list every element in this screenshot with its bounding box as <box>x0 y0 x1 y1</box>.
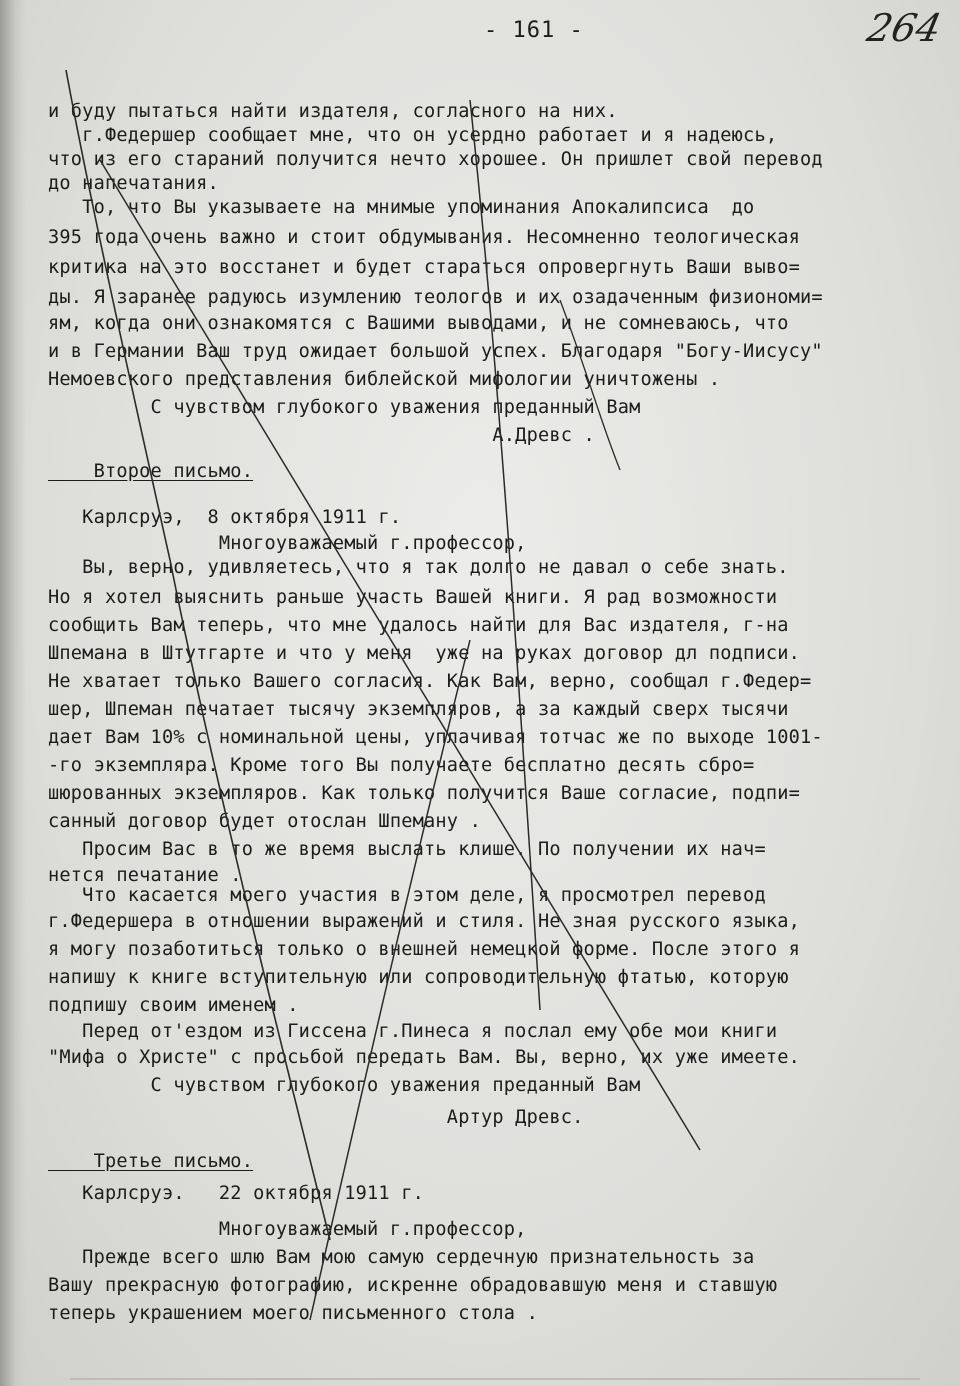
text-line: до напечатания. <box>48 173 219 194</box>
text-line: нется печатание . <box>48 865 242 886</box>
text-line: подпишу своим именем . <box>48 995 299 1016</box>
text-line: Прежде всего шлю Вам мою самую сердечную признательность за <box>48 1247 755 1268</box>
letter-date: Карлсруэ, 8 октября 1911 г. <box>48 507 402 528</box>
archive-number: 264 <box>863 6 946 50</box>
text-line: г.Федершера в отношении выражений и стиля. Не зная русского языка, <box>48 911 801 932</box>
text-line: теперь украшением моего письменного стола . <box>48 1303 538 1324</box>
page-number: - 161 - <box>484 18 584 43</box>
text-line: -го экземпляра. Кроме того Вы получаете бесплатно десять сбро= <box>48 755 755 776</box>
text-line: сообщить Вам теперь, что мне удалось найти для Вас издателя, г-на <box>48 615 789 636</box>
text-line: ям, когда они ознакомятся с Вашими выводами, и не сомневаюсь, что <box>48 313 789 334</box>
text-line: и буду пытаться найти издателя, согласного на них. <box>48 101 618 122</box>
text-line: дает Вам 10% с номинальной цены, уплачивая тотчас же по выходе 1001- <box>48 727 823 748</box>
text-line: 395 года очень важно и стоит обдумывания. Несомненно теологическая <box>48 227 801 248</box>
text-line: Не хватает только Вашего согласия. Как Вам, верно, сообщал г.Федер= <box>48 671 812 692</box>
page-bottom-edge <box>70 1378 920 1380</box>
text-line: шюрованных экземпляров. Как только получится Ваше согласие, подпи= <box>48 783 801 804</box>
text-line: Вы, верно, удивляетесь, что я так долго не давал о себе знать. <box>48 557 789 578</box>
text-line: Вашу прекрасную фотографию, искренне обрадовавшую меня и ставшую <box>48 1275 778 1296</box>
text-line: что из его стараний получится нечто хорошее. Он пришлет свой перевод <box>48 149 823 170</box>
text-line: Перед от'ездом из Гиссена г.Пинеса я послал ему обе мои книги <box>48 1021 778 1042</box>
text-line: Немоевского представления библейской мифологии уничтожены . <box>48 369 721 390</box>
text-line: Шпемана в Штутгарте и что у меня уже на руках договор дл подписи. <box>48 643 801 664</box>
text-line: критика на это восстанет и будет стараться опровергнуть Ваши выво= <box>48 257 801 278</box>
text-line: и в Германии Ваш труд ожидает большой успех. Благодаря "Богу-Иисусу" <box>48 341 823 362</box>
text-line: Просим Вас в то же время выслать клише. По получении их нач= <box>48 839 766 860</box>
text-line: Что касается моего участия в этом деле, я просмотрел перевод <box>48 885 766 906</box>
text-line: шер, Шпеман печатает тысячу экземпляров, а за каждый сверх тысячи <box>48 699 789 720</box>
closing-line: С чувством глубокого уважения преданный Вам <box>48 397 641 418</box>
text-line: я могу позаботиться только о внешней немецкой форме. После этого я <box>48 939 801 960</box>
salutation: Многоуважаемый г.профессор, <box>48 1219 527 1240</box>
signature: А.Древс . <box>48 425 595 446</box>
letter-date: Карлсруэ. 22 октября 1911 г. <box>48 1183 425 1204</box>
letter-heading: Третье письмо. <box>48 1151 254 1172</box>
text-line: г.Федершер сообщает мне, что он усердно работает и я надеюсь, <box>48 125 778 146</box>
scan-left-edge <box>0 0 26 1386</box>
text-line: ды. Я заранее радуюсь изумлению теологов и их озадаченным физиономи= <box>48 287 823 308</box>
text-line: Но я хотел выяснить раньше участь Вашей книги. Я рад возможности <box>48 587 778 608</box>
text-line: "Мифа о Христе" с просьбой передать Вам. Вы, верно, их уже имеете. <box>48 1047 801 1068</box>
text-line: То, что Вы указываете на мнимые упоминания Апокалипсиса до <box>48 197 755 218</box>
text-line: санный договор будет отослан Шпеману . <box>48 811 481 832</box>
text-line: напишу к книге вступительную или сопроводительную фтатью, которую <box>48 967 789 988</box>
letter-heading: Второе письмо. <box>48 461 254 482</box>
closing-line: С чувством глубокого уважения преданный Вам <box>48 1075 641 1096</box>
signature: Артур Древс. <box>48 1107 584 1128</box>
salutation: Многоуважаемый г.профессор, <box>48 533 527 554</box>
